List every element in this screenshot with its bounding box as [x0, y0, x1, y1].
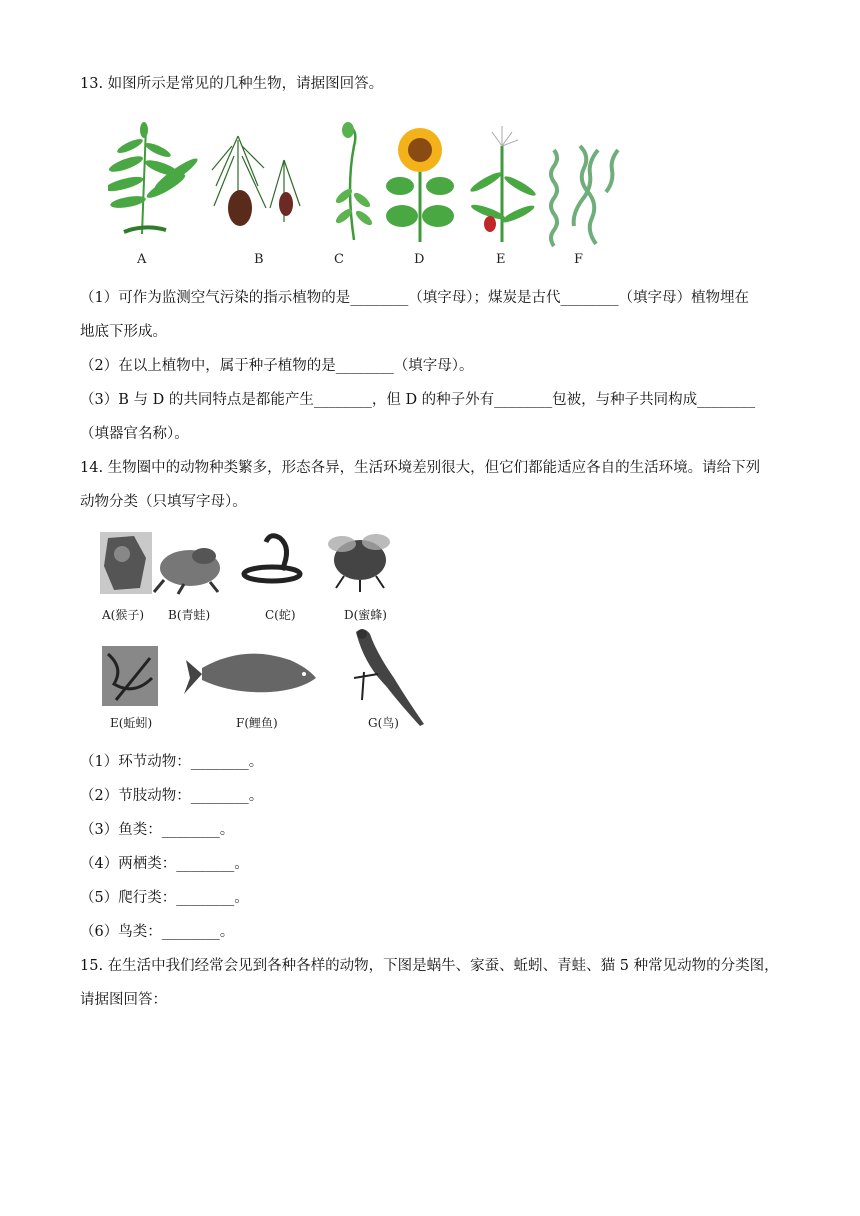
q15-stem-line1: 15. 在生活中我们经常会见到各种各样的动物，下图是蜗牛、家蚕、蚯蚓、青蛙、猫 5 种常见动物的分类图，: [80, 958, 779, 974]
frog-illustration: [154, 548, 220, 594]
q14-item-5: （5）爬行类：________。: [80, 890, 249, 906]
moss-illustration: [334, 122, 374, 240]
q13-part3-line2: （填器官名称）。: [80, 426, 189, 442]
animal-label-e: E(蚯蚓): [110, 716, 153, 730]
figure-label-a: A: [137, 252, 147, 267]
figure-label-f: F: [574, 252, 584, 267]
q14-item-4: （4）两栖类：________。: [80, 856, 249, 872]
figure-label-d: D: [414, 252, 425, 267]
animal-label-a: A(猴子): [102, 608, 145, 622]
algae-illustration: [551, 146, 618, 246]
animal-label-c: C(蛇): [265, 608, 296, 622]
q13-part1-line2: 地底下形成。: [80, 324, 167, 340]
corn-illustration: [468, 126, 537, 242]
animal-label-f: F(鲤鱼): [236, 716, 278, 730]
plants-figure: [108, 116, 628, 276]
q13-part2: （2）在以上植物中，属于种子植物的是________（填字母）。: [80, 358, 474, 374]
earthworm-illustration: [102, 646, 158, 706]
q13-stem: 13. 如图所示是常见的几种生物，请据图回答。: [80, 76, 384, 92]
bee-illustration: [328, 534, 390, 592]
animal-label-b: B(青蛙): [168, 608, 211, 622]
figure-label-e: E: [496, 252, 506, 267]
q14-item-2: （2）节肢动物：________。: [80, 788, 264, 804]
q13-part1-line1: （1）可作为监测空气污染的指示植物的是________（填字母）；煤炭是古代________（填字母）植物埋在: [80, 290, 749, 306]
q14-stem-line1: 14. 生物圈中的动物种类繁多，形态各异，生活环境差别很大，但它们都能适应各自的生活环境。请给下列: [80, 460, 761, 476]
carp-illustration: [184, 654, 316, 694]
q14-item-6: （6）鸟类：________。: [80, 924, 235, 940]
animals-figure: [94, 528, 434, 734]
q15-stem-line2: 请据图回答：: [80, 992, 167, 1008]
q13-part3-line1: （3）B 与 D 的共同特点是都能产生________，但 D 的种子外有________包被，与种子共同构成________: [80, 392, 756, 408]
fern-illustration: [108, 122, 200, 234]
figure-label-c: C: [334, 252, 344, 267]
animal-label-g: G(鸟): [368, 716, 399, 730]
sunflower-illustration: [386, 128, 454, 242]
q14-item-3: （3）鱼类：________。: [80, 822, 235, 838]
bird-illustration: [354, 629, 424, 726]
q14-item-1: （1）环节动物：________。: [80, 754, 264, 770]
pine-illustration: [212, 136, 300, 226]
monkey-illustration: [100, 532, 152, 594]
figure-label-b: B: [254, 252, 264, 267]
q14-stem-line2: 动物分类（只填写字母）。: [80, 494, 247, 510]
animal-label-d: D(蜜蜂): [344, 608, 387, 622]
snake-illustration: [244, 536, 300, 581]
